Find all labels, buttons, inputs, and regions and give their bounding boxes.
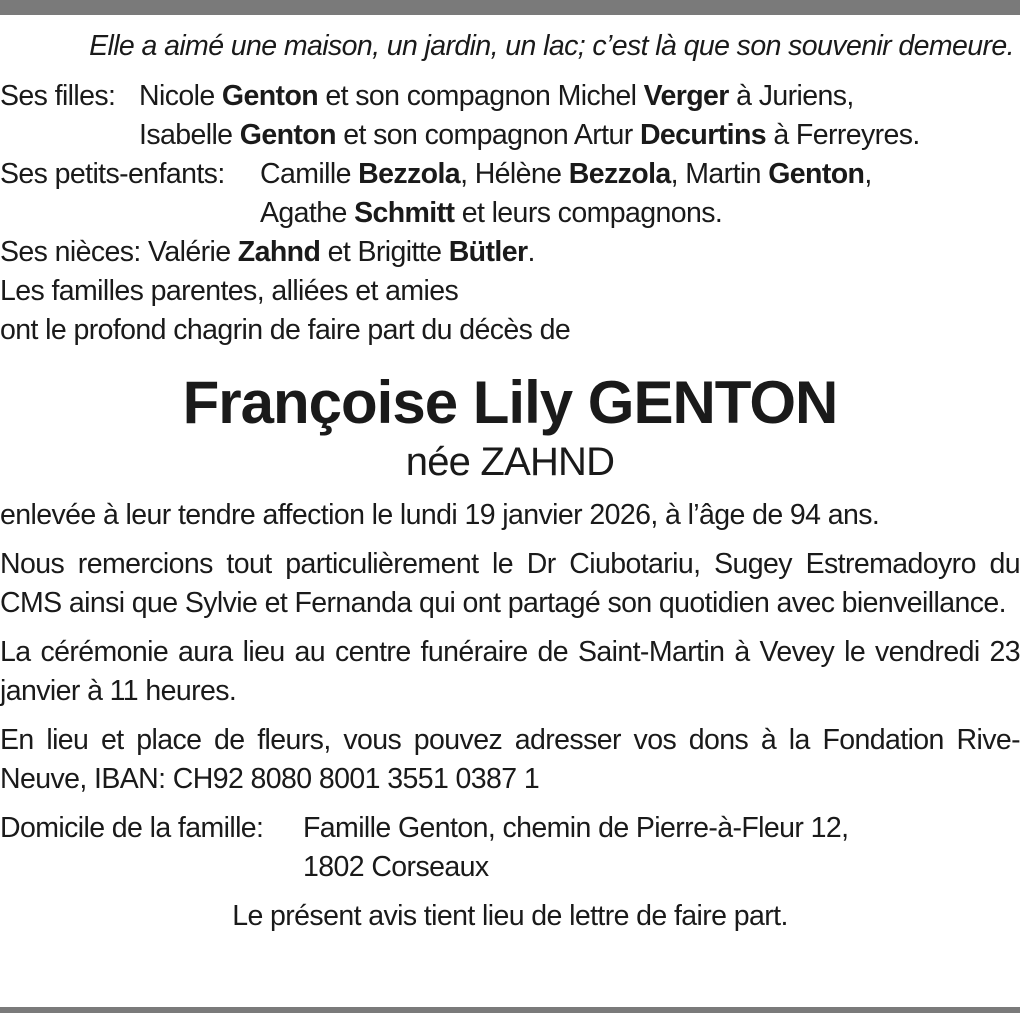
text-run: et son compagnon Michel bbox=[318, 80, 644, 112]
text-run: et leurs compagnons. bbox=[454, 197, 723, 229]
relatives-line: Les familles parentes, alliées et amies bbox=[0, 275, 459, 307]
text-run: à Ferreyres. bbox=[766, 119, 920, 151]
text-run: Agathe bbox=[260, 197, 355, 229]
deceased-name: Françoise Lily GENTON bbox=[182, 369, 838, 436]
grandchildren-label: Ses petits-enfants: bbox=[0, 158, 232, 190]
text-run: à Juriens, bbox=[728, 80, 854, 112]
text-run: Camille bbox=[260, 158, 359, 190]
daughters-line-2 bbox=[139, 116, 920, 155]
domicile-line-2: 1802 Corseaux bbox=[303, 851, 489, 883]
grandchildren-line-1 bbox=[260, 155, 872, 194]
text-run: et son compagnon Artur bbox=[335, 119, 640, 151]
ceremony-paragraph: La cérémonie aura lieu au centre funéraire de Saint-Martin à Vevey le vendredi 23 janvier à 11 heures. bbox=[0, 636, 1020, 707]
surname: Schmitt bbox=[354, 197, 455, 229]
family-list bbox=[0, 77, 1020, 350]
text-run: , Hélène bbox=[460, 158, 569, 190]
text-run: Isabelle bbox=[139, 119, 240, 151]
grandchildren-row bbox=[0, 155, 1020, 233]
surname: Genton bbox=[221, 80, 319, 112]
daughters-label: Ses filles: bbox=[0, 80, 123, 112]
top-rule bbox=[0, 0, 1020, 15]
death-paragraph: enlevée à leur tendre affection le lundi 19 janvier 2026, à l’âge de 94 ans. bbox=[0, 499, 880, 531]
text-run: et Brigitte bbox=[320, 236, 449, 268]
text-run: Nicole bbox=[139, 80, 222, 112]
epigraph: Elle a aimé une maison, un jardin, un lac; c’est là que son souvenir demeure. bbox=[89, 30, 1014, 62]
grandchildren-line-2 bbox=[260, 194, 872, 233]
text-run: , Martin bbox=[670, 158, 769, 190]
daughters-line-1 bbox=[139, 77, 920, 116]
obituary-notice bbox=[0, 15, 1020, 936]
text-run: . bbox=[527, 236, 535, 268]
daughters-row bbox=[0, 77, 1020, 155]
maiden-name: née ZAHND bbox=[405, 440, 615, 484]
surname: Genton bbox=[239, 119, 336, 151]
domicile-block bbox=[0, 809, 1020, 887]
surname: Genton bbox=[768, 158, 865, 190]
surname: Decurtins bbox=[639, 119, 767, 151]
announce-line: ont le profond chagrin de faire part du décès de bbox=[0, 314, 571, 346]
surname: Zahnd bbox=[237, 236, 321, 268]
text-run: Ses nièces: Valérie bbox=[0, 236, 238, 268]
surname: Verger bbox=[643, 80, 729, 112]
nieces-line bbox=[0, 233, 1020, 272]
closing-line: Le présent avis tient lieu de lettre de faire part. bbox=[232, 900, 788, 932]
surname: Bezzola bbox=[568, 158, 671, 190]
surname: Bütler bbox=[448, 236, 528, 268]
surname: Bezzola bbox=[358, 158, 461, 190]
domicile-label: Domicile de la famille: bbox=[0, 812, 271, 844]
text-run: , bbox=[864, 158, 872, 190]
donations-paragraph: En lieu et place de fleurs, vous pouvez adresser vos dons à la Fondation Rive-Neuve, IBAN: CH92 8080 8001 3551 0387 1 bbox=[0, 724, 1020, 795]
thanks-paragraph: Nous remercions tout particulièrement le Dr Ciubotariu, Sugey Estremadoyro du CMS ainsi que Sylvie et Fernanda qui ont partagé son quotidien avec bienveillance. bbox=[0, 548, 1020, 619]
domicile-line-1: Famille Genton, chemin de Pierre-à-Fleur 12, bbox=[303, 812, 849, 844]
bottom-rule bbox=[0, 1007, 1020, 1013]
